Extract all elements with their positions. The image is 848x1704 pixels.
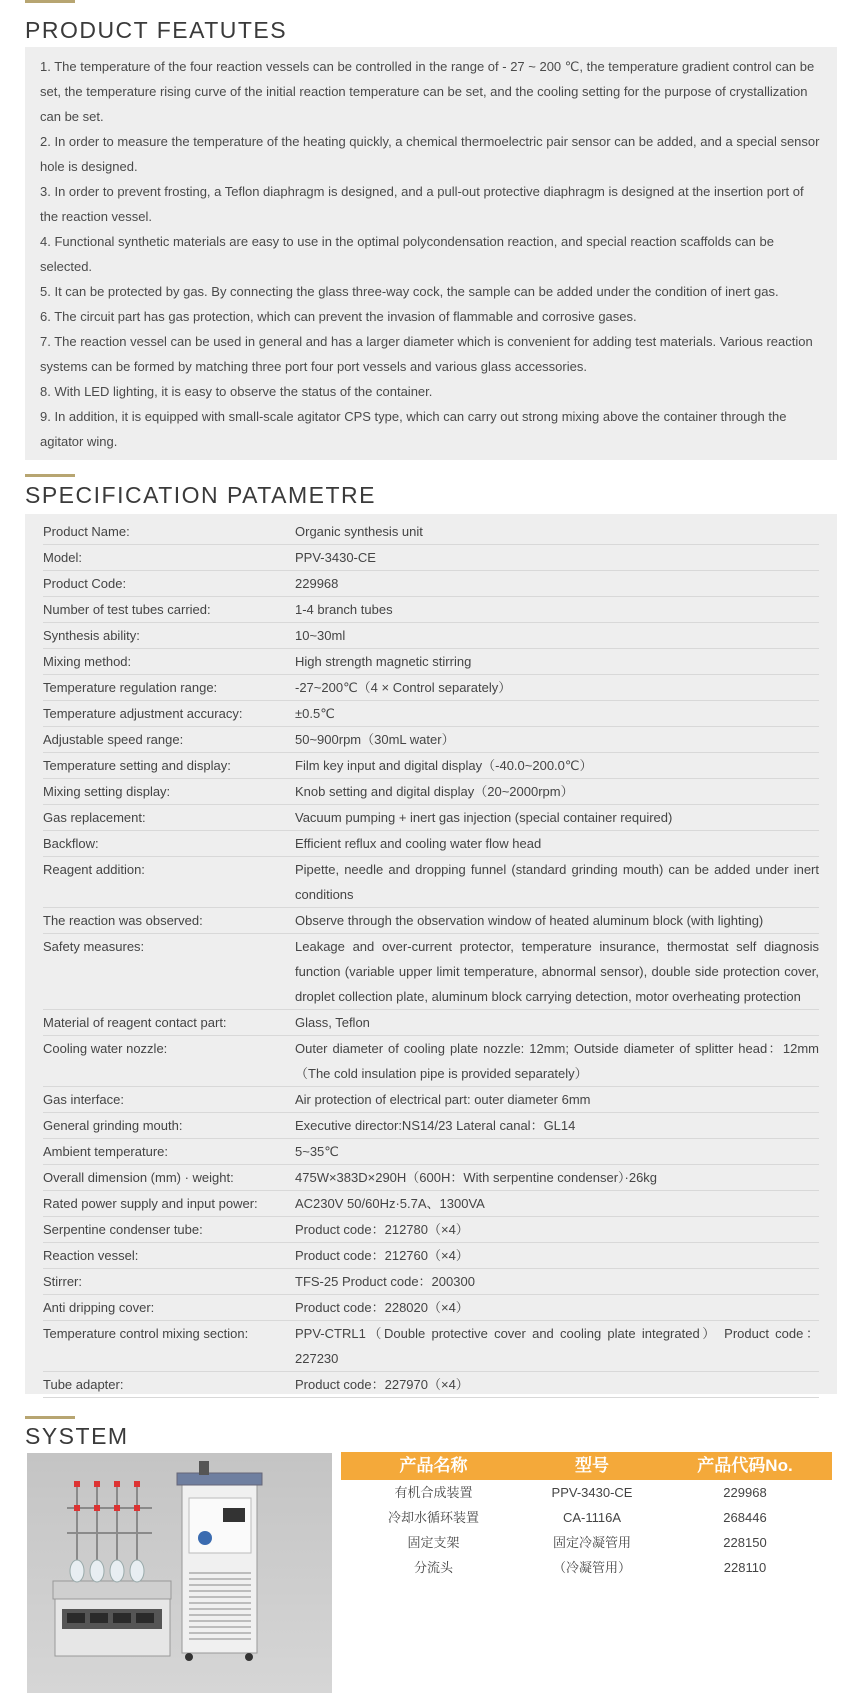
features-panel bbox=[25, 47, 837, 460]
spec-label: Cooling water nozzle: bbox=[43, 1041, 168, 1056]
table-row bbox=[43, 753, 819, 779]
spec-label: Stirrer: bbox=[43, 1274, 82, 1289]
table-row bbox=[43, 857, 819, 908]
spec-value: 50~900rpm（30mL water） bbox=[295, 732, 455, 747]
feature-item: 1. The temperature of the four reaction vessels can be controlled in the range of - 27 ~ 200 ℃, the temperature gradient control can be set, the temperature rising curve of the initial reaction temperature can be set, and the cooling setting for the purpose of crystallization can be set. bbox=[40, 59, 815, 124]
table-row bbox=[341, 1505, 832, 1530]
spec-value: Film key input and digital display（-40.0~200.0℃） bbox=[295, 758, 593, 773]
table-row bbox=[43, 1010, 819, 1036]
spec-label: Number of test tubes carried: bbox=[43, 602, 211, 617]
spec-label: Overall dimension (mm) · weight: bbox=[43, 1170, 234, 1185]
spec-label: Backflow: bbox=[43, 836, 99, 851]
specs-title: SPECIFICATION PATAMETRE bbox=[25, 482, 376, 508]
spec-label: Anti dripping cover: bbox=[43, 1300, 155, 1315]
spec-label: Mixing setting display: bbox=[43, 784, 171, 799]
spec-label: Safety measures: bbox=[43, 939, 145, 954]
spec-value: High strength magnetic stirring bbox=[295, 654, 472, 669]
spec-value: TFS-25 Product code：200300 bbox=[295, 1274, 475, 1289]
table-row bbox=[43, 934, 819, 1010]
spec-label: Temperature regulation range: bbox=[43, 680, 218, 695]
spec-label: Gas replacement: bbox=[43, 810, 146, 825]
table-row bbox=[341, 1555, 832, 1580]
system-table-header bbox=[341, 1452, 832, 1480]
header-product-name: 产品名称 bbox=[399, 1456, 468, 1475]
features-accent-bar bbox=[25, 0, 75, 3]
spec-value: 229968 bbox=[295, 576, 339, 591]
cell-model: （冷凝管用） bbox=[552, 1560, 631, 1575]
cell-product-name: 有机合成装置 bbox=[394, 1485, 473, 1500]
spec-value: Air protection of electrical part: outer diameter 6mm bbox=[295, 1092, 591, 1107]
table-row bbox=[43, 805, 819, 831]
spec-value: AC230V 50/60Hz·5.7A、1300VA bbox=[295, 1196, 485, 1211]
cell-product-name: 冷却水循环装置 bbox=[387, 1510, 479, 1525]
feature-item: 3. In order to prevent frosting, a Teflon diaphragm is designed, and a pull-out protective diaphragm is designed at the insertion port of the reaction vessel. bbox=[40, 184, 804, 224]
cell-product-name: 固定支架 bbox=[407, 1535, 460, 1550]
feature-item: 4. Functional synthetic materials are easy to use in the optimal polycondensation reaction, and special reaction scaffolds can be selected. bbox=[40, 234, 774, 274]
feature-item: 2. In order to measure the temperature of the heating quickly, a chemical thermoelectric pair sensor can be added, and a special sensor hole is designed. bbox=[40, 134, 820, 174]
table-row bbox=[43, 545, 819, 571]
table-row bbox=[43, 1295, 819, 1321]
spec-value: Outer diameter of cooling plate nozzle: 12mm; Outside diameter of splitter head：12mm（The cold insulation pipe is provided separately） bbox=[295, 1041, 819, 1081]
spec-value: -27~200℃（4 × Control separately） bbox=[295, 680, 512, 695]
features-title: PRODUCT FEATUTES bbox=[25, 17, 288, 43]
system-product-photo bbox=[27, 1453, 332, 1693]
spec-label: Material of reagent contact part: bbox=[43, 1015, 227, 1030]
spec-label: Synthesis ability: bbox=[43, 628, 140, 643]
spec-value: Vacuum pumping + inert gas injection (special container required) bbox=[295, 810, 673, 825]
table-row bbox=[43, 649, 819, 675]
table-row bbox=[43, 1087, 819, 1113]
spec-label: Reagent addition: bbox=[43, 862, 145, 877]
spec-label: Mixing method: bbox=[43, 654, 132, 669]
system-components-table bbox=[341, 1452, 832, 1580]
spec-label: The reaction was observed: bbox=[43, 913, 203, 928]
spec-value: Knob setting and digital display（20~2000rpm） bbox=[295, 784, 574, 799]
table-row bbox=[341, 1480, 832, 1505]
table-row bbox=[43, 571, 819, 597]
table-row bbox=[341, 1530, 832, 1555]
spec-label: Adjustable speed range: bbox=[43, 732, 184, 747]
table-row bbox=[43, 701, 819, 727]
table-row bbox=[43, 1321, 819, 1372]
table-row bbox=[43, 1165, 819, 1191]
specs-accent-bar bbox=[25, 474, 75, 477]
cell-product-code: 229968 bbox=[723, 1485, 767, 1500]
table-row bbox=[43, 727, 819, 753]
spec-value: 5~35℃ bbox=[295, 1144, 339, 1159]
spec-value: Product code：228020（×4） bbox=[295, 1300, 469, 1315]
spec-label: Gas interface: bbox=[43, 1092, 124, 1107]
spec-value: Product code：227970（×4） bbox=[295, 1377, 469, 1392]
spec-value: Executive director:NS14/23 Lateral canal：GL14 bbox=[295, 1118, 576, 1133]
specs-table bbox=[25, 514, 837, 1394]
table-row bbox=[43, 1217, 819, 1243]
spec-value: Organic synthesis unit bbox=[295, 524, 423, 539]
table-row bbox=[43, 1139, 819, 1165]
table-row bbox=[43, 1243, 819, 1269]
table-row bbox=[43, 1113, 819, 1139]
spec-label: Serpentine condenser tube: bbox=[43, 1222, 203, 1237]
table-row bbox=[43, 908, 819, 934]
spec-label: Tube adapter: bbox=[43, 1377, 124, 1392]
spec-value: 10~30ml bbox=[295, 628, 346, 643]
feature-item: 8. With LED lighting, it is easy to observe the status of the container. bbox=[40, 384, 433, 399]
spec-value: Efficient reflux and cooling water flow head bbox=[295, 836, 542, 851]
spec-value: Observe through the observation window of heated aluminum block (with lighting) bbox=[295, 913, 764, 928]
cell-model: CA-1116A bbox=[562, 1510, 622, 1525]
spec-value: 1-4 branch tubes bbox=[295, 602, 393, 617]
spec-value: PPV-CTRL1（Double protective cover and cooling plate integrated） Product code：227230 bbox=[295, 1326, 819, 1366]
table-row bbox=[43, 519, 819, 545]
spec-value: Pipette, needle and dropping funnel (standard grinding mouth) can be added under inert conditions bbox=[295, 862, 819, 902]
spec-label: Temperature setting and display: bbox=[43, 758, 231, 773]
spec-label: Temperature control mixing section: bbox=[43, 1326, 249, 1341]
header-model: 型号 bbox=[575, 1456, 609, 1475]
header-product-code: 产品代码No. bbox=[697, 1456, 793, 1475]
spec-label: Product Code: bbox=[43, 576, 127, 591]
spec-value: PPV-3430-CE bbox=[295, 550, 376, 565]
spec-value: Leakage and over-current protector, temperature insurance, thermostat self diagnosis function (variable upper limit temperature, abnormal sensor), double side protection cover, droplet collection plate, aluminum block carrying detection, motor overheating protection bbox=[295, 939, 819, 1004]
spec-label: Reaction vessel: bbox=[43, 1248, 139, 1263]
table-row bbox=[43, 1372, 819, 1398]
system-title: SYSTEM bbox=[25, 1423, 129, 1449]
table-row bbox=[43, 623, 819, 649]
spec-label: General grinding mouth: bbox=[43, 1118, 183, 1133]
spec-value: Product code：212780（×4） bbox=[295, 1222, 469, 1237]
spec-value: Product code：212760（×4） bbox=[295, 1248, 469, 1263]
cell-product-code: 268446 bbox=[723, 1510, 767, 1525]
table-row bbox=[43, 1269, 819, 1295]
feature-item: 5. It can be protected by gas. By connecting the glass three-way cock, the sample can be added under the condition of inert gas. bbox=[40, 284, 779, 299]
feature-item: 6. The circuit part has gas protection, which can prevent the invasion of flammable and corrosive gases. bbox=[40, 309, 637, 324]
cell-product-code: 228110 bbox=[723, 1560, 767, 1575]
spec-label: Temperature adjustment accuracy: bbox=[43, 706, 243, 721]
spec-value: 475W×383D×290H（600H：With serpentine condenser）·26kg bbox=[295, 1170, 658, 1185]
spec-value: ±0.5℃ bbox=[295, 706, 335, 721]
spec-label: Ambient temperature: bbox=[43, 1144, 169, 1159]
spec-label: Model: bbox=[43, 550, 83, 565]
table-row bbox=[43, 1036, 819, 1087]
system-accent-bar bbox=[25, 1416, 75, 1419]
spec-value: Glass, Teflon bbox=[295, 1015, 370, 1030]
cell-product-code: 228150 bbox=[723, 1535, 767, 1550]
table-row bbox=[43, 831, 819, 857]
feature-item: 7. The reaction vessel can be used in general and has a larger diameter which is convenient for adding test materials. Various reaction systems can be formed by matching three port four port vessels and various glass accessories. bbox=[40, 334, 813, 374]
spec-label: Rated power supply and input power: bbox=[43, 1196, 258, 1211]
cell-model: PPV-3430-CE bbox=[551, 1485, 633, 1500]
cell-product-name: 分流头 bbox=[413, 1560, 453, 1575]
table-row bbox=[43, 1191, 819, 1217]
table-row bbox=[43, 779, 819, 805]
feature-item: 9. In addition, it is equipped with small-scale agitator CPS type, which can carry out strong mixing above the container through the agitator wing. bbox=[40, 409, 787, 449]
table-row bbox=[43, 675, 819, 701]
spec-label: Product Name: bbox=[43, 524, 130, 539]
table-row bbox=[43, 597, 819, 623]
cell-model: 固定冷凝管用 bbox=[552, 1535, 631, 1550]
